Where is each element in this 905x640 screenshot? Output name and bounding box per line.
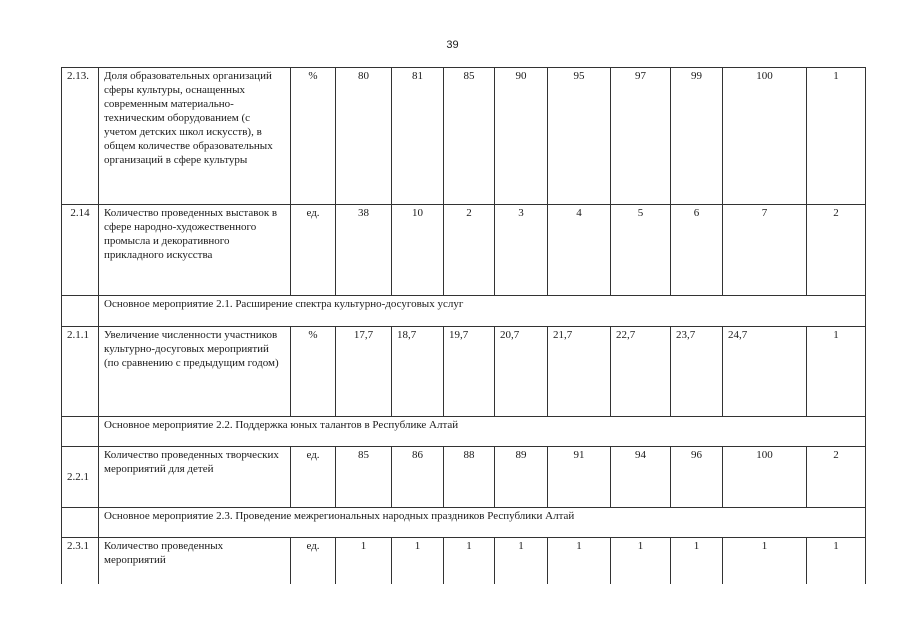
value-cell: 90 — [495, 68, 548, 205]
value-cell: 24,7 — [723, 327, 807, 417]
value-cell: 1 — [548, 538, 611, 584]
section-row — [62, 417, 866, 447]
value-cell: 18,7 — [392, 327, 444, 417]
indicator-name: Количество проведенных мероприятий — [99, 538, 291, 584]
value-cell: 23,7 — [671, 327, 723, 417]
value-cell: 4 — [548, 205, 611, 296]
value-cell: 86 — [392, 447, 444, 508]
value-cell: 1 — [336, 538, 392, 584]
value-cell: 100 — [723, 68, 807, 205]
unit-cell: % — [291, 327, 336, 417]
table-row — [62, 447, 866, 508]
value-cell: 17,7 — [336, 327, 392, 417]
value-cell: 1 — [807, 327, 866, 417]
value-cell: 3 — [495, 205, 548, 296]
value-cell: 95 — [548, 68, 611, 205]
value-cell: 85 — [336, 447, 392, 508]
row-number: 2.2.1 — [62, 447, 99, 508]
value-cell: 22,7 — [611, 327, 671, 417]
section-number-cell — [62, 508, 99, 538]
value-cell: 80 — [336, 68, 392, 205]
value-cell: 21,7 — [548, 327, 611, 417]
value-cell: 6 — [671, 205, 723, 296]
row-number: 2.14 — [62, 205, 99, 296]
section-title: Основное мероприятие 2.2. Поддержка юных талантов в Республике Алтай — [99, 417, 866, 447]
table-row — [62, 327, 866, 417]
value-cell: 38 — [336, 205, 392, 296]
unit-cell: ед. — [291, 205, 336, 296]
value-cell: 2 — [807, 205, 866, 296]
value-cell: 100 — [723, 447, 807, 508]
row-number: 2.13. — [62, 68, 99, 205]
value-cell: 85 — [444, 68, 495, 205]
value-cell: 1 — [723, 538, 807, 584]
value-cell: 10 — [392, 205, 444, 296]
value-cell: 88 — [444, 447, 495, 508]
indicators-table — [61, 67, 866, 584]
value-cell: 1 — [807, 538, 866, 584]
value-cell: 7 — [723, 205, 807, 296]
section-title: Основное мероприятие 2.3. Проведение межрегиональных народных праздников Республики Алтай — [99, 508, 866, 538]
value-cell: 96 — [671, 447, 723, 508]
value-cell: 1 — [444, 538, 495, 584]
indicator-name: Увеличение численности участников культурно-досуговых мероприятий (по сравнению с предыдущим годом) — [99, 327, 291, 417]
value-cell: 19,7 — [444, 327, 495, 417]
unit-cell: % — [291, 68, 336, 205]
unit-cell: ед. — [291, 538, 336, 584]
row-number: 2.1.1 — [62, 327, 99, 417]
table-row — [62, 538, 866, 584]
value-cell: 99 — [671, 68, 723, 205]
indicator-name: Количество проведенных творческих мероприятий для детей — [99, 447, 291, 508]
unit-cell: ед. — [291, 447, 336, 508]
value-cell: 1 — [611, 538, 671, 584]
value-cell: 1 — [392, 538, 444, 584]
value-cell: 2 — [444, 205, 495, 296]
value-cell: 20,7 — [495, 327, 548, 417]
section-number-cell — [62, 296, 99, 327]
value-cell: 81 — [392, 68, 444, 205]
value-cell: 1 — [495, 538, 548, 584]
value-cell: 1 — [807, 68, 866, 205]
section-number-cell — [62, 417, 99, 447]
page-number: 39 — [446, 39, 459, 51]
value-cell: 1 — [671, 538, 723, 584]
row-number: 2.3.1 — [62, 538, 99, 584]
value-cell: 91 — [548, 447, 611, 508]
value-cell: 97 — [611, 68, 671, 205]
value-cell: 5 — [611, 205, 671, 296]
value-cell: 94 — [611, 447, 671, 508]
table-row — [62, 205, 866, 296]
section-row — [62, 508, 866, 538]
value-cell: 2 — [807, 447, 866, 508]
table-row — [62, 68, 866, 205]
indicator-name: Количество проведенных выставок в сфере народно-художественного промысла и декоративного прикладного искусства — [99, 205, 291, 296]
indicator-name: Доля образовательных организаций сферы культуры, оснащенных современным материально-техническим оборудованием (с учетом детских школ искусств), в общем количестве образовательных организаций в сфере культуры — [99, 68, 291, 205]
value-cell: 89 — [495, 447, 548, 508]
section-title: Основное мероприятие 2.1. Расширение спектра культурно-досуговых услуг — [99, 296, 866, 327]
section-row — [62, 296, 866, 327]
